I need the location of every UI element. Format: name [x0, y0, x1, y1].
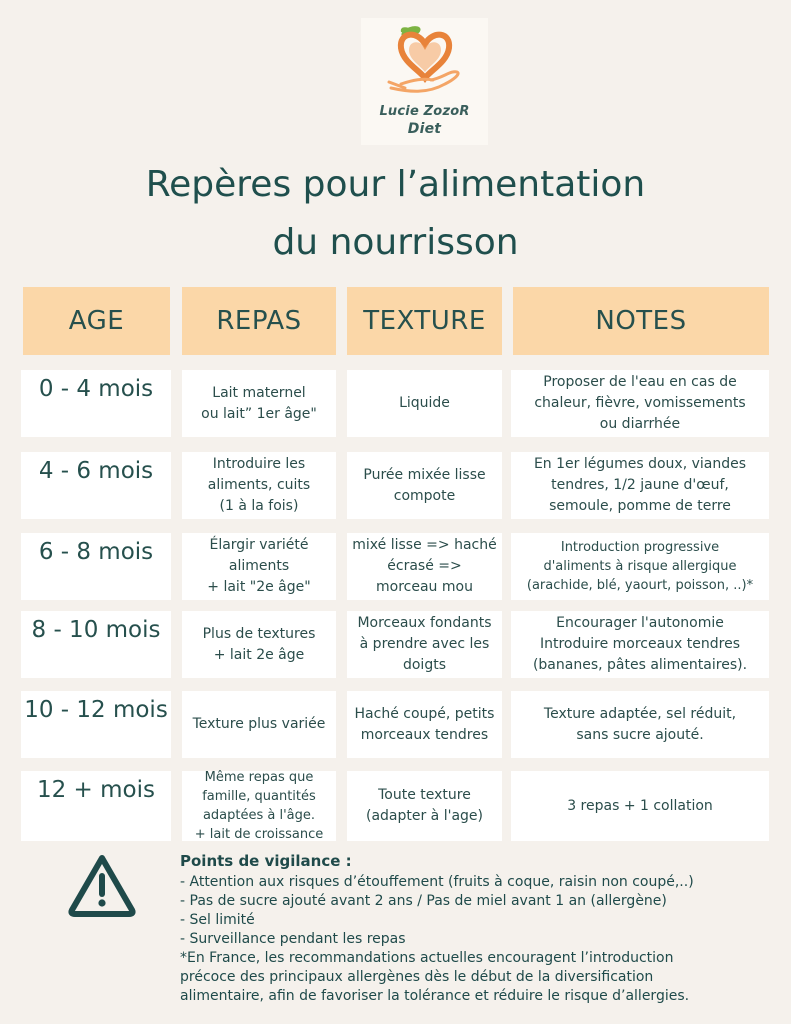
- notes-cell: [511, 533, 769, 600]
- age-cell: 6 - 8 mois: [21, 533, 171, 600]
- notes-cell: [511, 771, 769, 841]
- brand-logo: [361, 18, 488, 145]
- cell-line: sans sucre ajouté.: [576, 726, 704, 743]
- page-title: [0, 156, 791, 272]
- title-line-1: Repères pour l’alimentation: [145, 164, 646, 205]
- cell-line: Morceaux fondants: [357, 615, 492, 631]
- cell-line: écrasé =>: [387, 558, 462, 574]
- texture-cell: [347, 611, 502, 678]
- repas-cell: [182, 533, 336, 600]
- cell-line: aliments, cuits: [207, 477, 311, 493]
- cell-line: morceaux tendres: [360, 726, 489, 743]
- repas-cell: [182, 691, 336, 758]
- cell-line: + lait "2e âge": [207, 579, 311, 595]
- cell-line: compote: [393, 487, 456, 504]
- brand-name: Lucie ZozoR: [379, 104, 470, 119]
- warning-icon: [66, 852, 138, 918]
- repas-cell: [182, 370, 336, 437]
- vigilance-note: *En France, les recommandations actuelles encouragent l’introduction: [180, 950, 674, 966]
- repas-cell: [182, 452, 336, 519]
- cell-line: (adapter à l'age): [365, 808, 483, 824]
- cell-line: Liquide: [399, 395, 450, 411]
- cell-line: Texture plus variée: [192, 716, 326, 732]
- vigilance-item: - Surveillance pendant les repas: [180, 931, 406, 947]
- cell-line: + lait 2e âge: [213, 646, 305, 663]
- vigilance-note: alimentaire, afin de favoriser la tolérance et réduire le risque d’allergies.: [180, 988, 690, 1004]
- cell-line: à prendre avec les: [359, 636, 490, 652]
- cell-line: Plus de textures: [202, 625, 316, 642]
- cell-line: d'aliments à risque allergique: [543, 559, 737, 574]
- cell-line: ou lait” 1er âge": [201, 405, 317, 422]
- cell-line: Texture adaptée, sel réduit,: [543, 705, 737, 722]
- cell-line: chaleur, fièvre, vomissements: [534, 395, 746, 411]
- vigilance-title: Points de vigilance :: [180, 852, 352, 870]
- vigilance-note: précoce des principaux allergènes dès le début de la diversification: [180, 969, 654, 985]
- cell-line: Haché coupé, petits: [354, 705, 495, 722]
- vigilance-item: - Pas de sucre ajouté avant 2 ans / Pas de miel avant 1 an (allergène): [180, 893, 667, 909]
- cell-line: Purée mixée lisse: [363, 466, 486, 483]
- title-line-2: du nourrisson: [272, 222, 519, 263]
- brand-subname: Diet: [407, 121, 442, 137]
- age-cell: 10 - 12 mois: [21, 691, 171, 758]
- age-cell: 12 + mois: [21, 771, 171, 841]
- age-cell: 4 - 6 mois: [21, 452, 171, 519]
- cell-line: (1 à la fois): [219, 498, 299, 514]
- cell-line: Introduction progressive: [560, 540, 720, 555]
- texture-cell: [347, 771, 502, 841]
- vigilance-item: - Sel limité: [180, 912, 255, 928]
- header-texture: TEXTURE: [347, 287, 502, 355]
- age-cell: 8 - 10 mois: [21, 611, 171, 678]
- header-repas: REPAS: [182, 287, 336, 355]
- texture-cell: [347, 370, 502, 437]
- cell-line: morceau mou: [376, 579, 473, 595]
- header-notes: NOTES: [513, 287, 769, 355]
- cell-line: (arachide, blé, yaourt, poisson, ..)*: [526, 578, 754, 593]
- vigilance-list: [180, 873, 780, 1006]
- vigilance-item: - Attention aux risques d’étouffement (fruits à coque, raisin non coupé,..): [180, 874, 694, 890]
- heart-hand-icon: [361, 18, 488, 108]
- texture-cell: [347, 533, 502, 600]
- cell-line: mixé lisse => haché: [352, 537, 497, 553]
- cell-line: Toute texture: [378, 787, 471, 803]
- notes-cell: [511, 370, 769, 437]
- repas-cell: [182, 771, 336, 841]
- cell-line: tendres, 1/2 jaune d'œuf,: [551, 477, 729, 493]
- cell-line: 3 repas + 1 collation: [567, 797, 713, 814]
- texture-cell: [347, 691, 502, 758]
- cell-line: Lait maternel: [212, 384, 306, 401]
- cell-line: Introduire morceaux tendres: [539, 636, 741, 652]
- header-age: AGE: [23, 287, 170, 355]
- cell-line: adaptées à l'âge.: [202, 808, 316, 823]
- notes-cell: [511, 691, 769, 758]
- cell-line: aliments: [228, 558, 290, 574]
- cell-line: famille, quantités: [202, 789, 316, 804]
- cell-line: Élargir variété: [209, 537, 309, 553]
- cell-line: semoule, pomme de terre: [549, 498, 731, 514]
- notes-cell: [511, 452, 769, 519]
- repas-cell: [182, 611, 336, 678]
- cell-line: ou diarrhée: [599, 416, 681, 432]
- cell-line: En 1er légumes doux, viandes: [533, 456, 747, 472]
- notes-cell: [511, 611, 769, 678]
- age-cell: 0 - 4 mois: [21, 370, 171, 437]
- cell-line: + lait de croissance: [194, 827, 324, 842]
- texture-cell: [347, 452, 502, 519]
- cell-line: (bananes, pâtes alimentaires).: [532, 657, 748, 673]
- cell-line: Encourager l'autonomie: [556, 615, 724, 631]
- cell-line: Introduire les: [212, 456, 306, 472]
- cell-line: doigts: [402, 657, 446, 673]
- cell-line: Même repas que: [204, 770, 314, 785]
- cell-line: Proposer de l'eau en cas de: [543, 374, 737, 390]
